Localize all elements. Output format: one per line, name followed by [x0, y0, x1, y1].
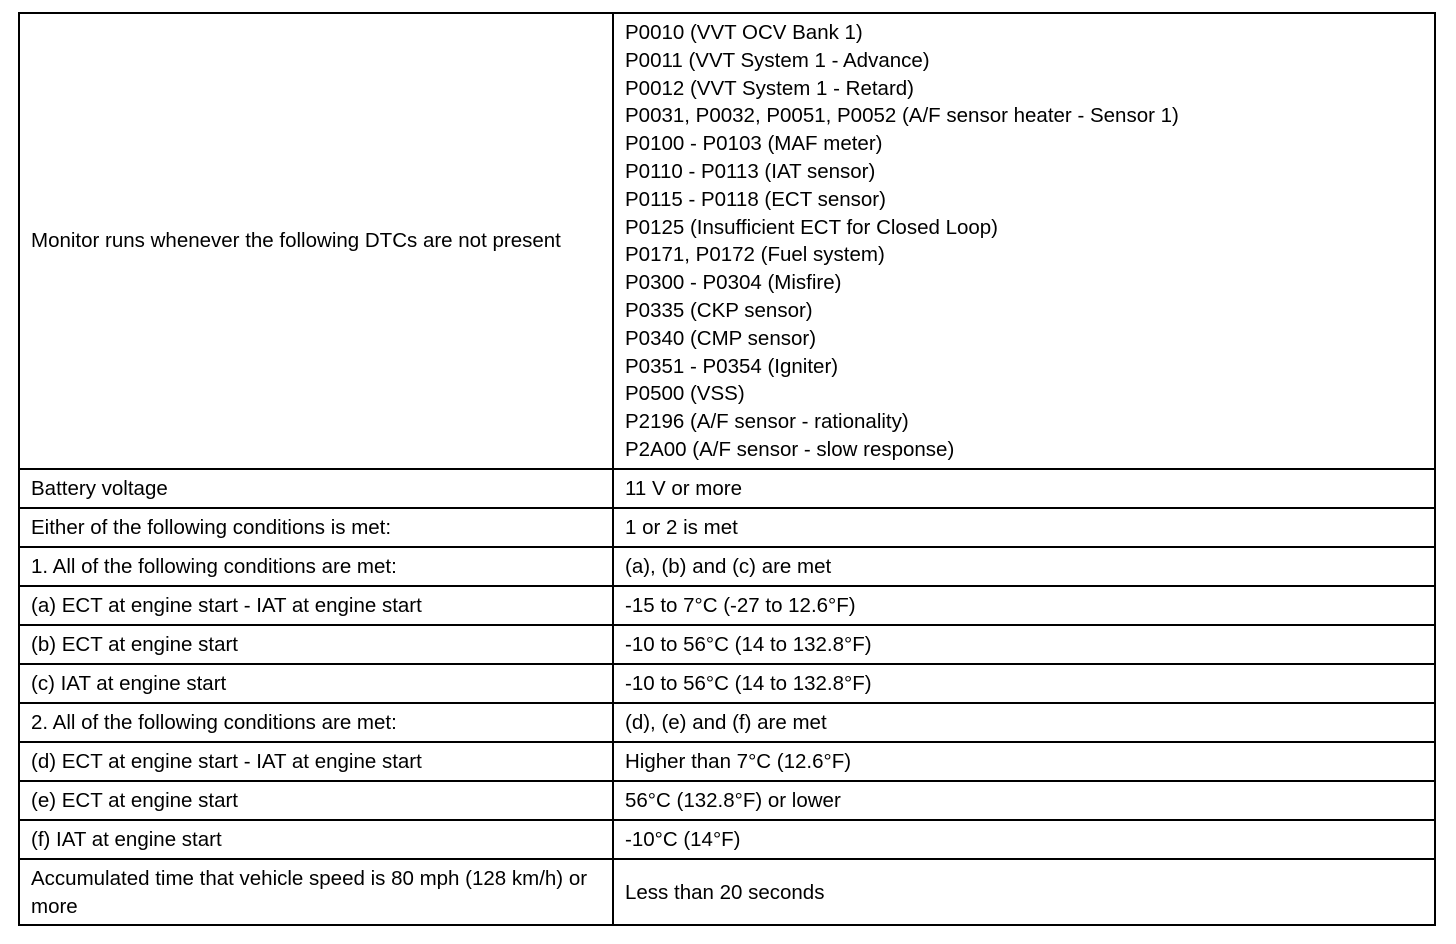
enable-conditions-table [18, 12, 1436, 926]
condition-cell: Battery voltage [19, 469, 613, 508]
dtc-item: P0340 (CMP sensor) [625, 326, 817, 350]
value-cell: 11 V or more [613, 469, 1435, 508]
dtc-item: P0335 (CKP sensor) [625, 298, 813, 322]
table-row [19, 742, 1435, 781]
dtc-item: P2A00 (A/F sensor - slow response) [625, 437, 955, 461]
table-row [19, 664, 1435, 703]
value-cell: Less than 20 seconds [613, 859, 1435, 926]
value-cell: -10 to 56°C (14 to 132.8°F) [613, 625, 1435, 664]
table-row [19, 547, 1435, 586]
dtc-item: P0500 (VSS) [625, 382, 745, 406]
value-cell: -10 to 56°C (14 to 132.8°F) [613, 664, 1435, 703]
dtc-item: P0010 (VVT OCV Bank 1) [625, 21, 863, 44]
value-cell: -15 to 7°C (-27 to 12.6°F) [613, 586, 1435, 625]
dtc-item: P0300 - P0304 (Misfire) [625, 271, 842, 295]
condition-cell: 1. All of the following conditions are met: [19, 547, 613, 586]
dtc-item: P0115 - P0118 (ECT sensor) [625, 187, 886, 211]
value-cell: 1 or 2 is met [613, 508, 1435, 547]
table-row [19, 820, 1435, 859]
value-cell: -10°C (14°F) [613, 820, 1435, 859]
condition-cell: Monitor runs whenever the following DTCs are not present [19, 13, 613, 469]
value-cell: Higher than 7°C (12.6°F) [613, 742, 1435, 781]
dtc-item: P0100 - P0103 (MAF meter) [625, 132, 883, 156]
table-row [19, 859, 1435, 926]
dtc-item: P2196 (A/F sensor - rationality) [625, 410, 909, 434]
condition-cell: 2. All of the following conditions are met: [19, 703, 613, 742]
table-row [19, 586, 1435, 625]
dtc-item: P0011 (VVT System 1 - Advance) [625, 48, 930, 72]
dtc-item: P0125 (Insufficient ECT for Closed Loop) [625, 215, 999, 239]
table-row [19, 781, 1435, 820]
value-cell: (a), (b) and (c) are met [613, 547, 1435, 586]
table-row [19, 508, 1435, 547]
dtc-item: P0012 (VVT System 1 - Retard) [625, 76, 915, 100]
table-row [19, 703, 1435, 742]
dtc-list-cell [613, 13, 1435, 469]
condition-cell: (d) ECT at engine start - IAT at engine start [19, 742, 613, 781]
condition-cell: (b) ECT at engine start [19, 625, 613, 664]
value-cell: 56°C (132.8°F) or lower [613, 781, 1435, 820]
table-row [19, 469, 1435, 508]
dtc-item: P0351 - P0354 (Igniter) [625, 354, 839, 378]
condition-cell: (e) ECT at engine start [19, 781, 613, 820]
condition-cell: Either of the following conditions is met: [19, 508, 613, 547]
dtc-item: P0171, P0172 (Fuel system) [625, 243, 885, 267]
table-row [19, 625, 1435, 664]
value-cell: (d), (e) and (f) are met [613, 703, 1435, 742]
dtc-item: P0110 - P0113 (IAT sensor) [625, 159, 876, 183]
table-row-dtc-exclusions [19, 13, 1435, 469]
condition-cell: (a) ECT at engine start - IAT at engine start [19, 586, 613, 625]
condition-cell: (f) IAT at engine start [19, 820, 613, 859]
condition-cell: Accumulated time that vehicle speed is 80 mph (128 km/h) or more [19, 859, 613, 926]
condition-cell: (c) IAT at engine start [19, 664, 613, 703]
dtc-item: P0031, P0032, P0051, P0052 (A/F sensor heater - Sensor 1) [625, 104, 1179, 128]
